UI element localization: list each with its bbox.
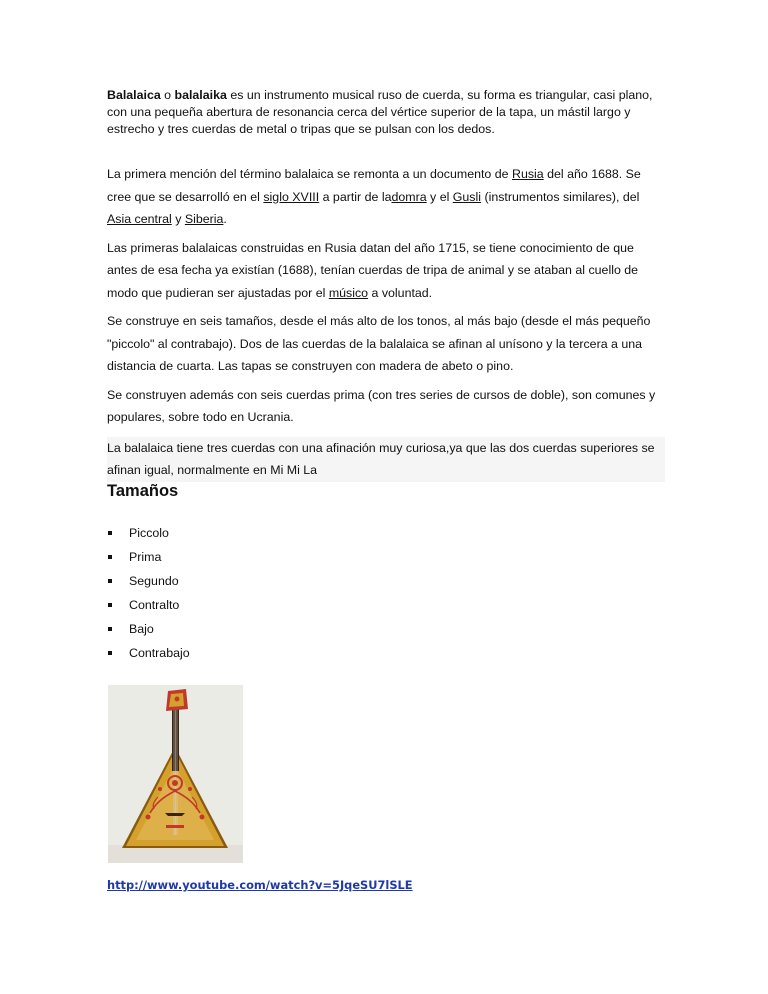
history-text-4: y el	[426, 189, 453, 204]
sizes-heading: Tamaños	[107, 481, 179, 500]
sizes-list	[107, 521, 665, 665]
bullet-icon	[108, 555, 112, 559]
bullet-icon	[108, 603, 112, 607]
link-rusia[interactable]: Rusia	[512, 167, 544, 181]
prima-paragraph: Se construyen además con seis cuerdas prima (con tres series de cursos de doble), son comunes y populares, sobre todo en Ucrania.	[107, 387, 656, 424]
list-item	[107, 545, 665, 569]
list-item-label: Contrabajo	[129, 645, 190, 660]
list-item-label: Prima	[129, 549, 162, 564]
bullet-icon	[108, 627, 112, 631]
construction-text-2: a voluntad.	[368, 285, 433, 300]
term-balalaica: Balalaica	[107, 88, 161, 102]
link-siglo-xviii[interactable]: siglo XVIII	[263, 189, 320, 204]
link-domra[interactable]: domra	[391, 189, 427, 204]
history-paragraph	[107, 163, 665, 231]
list-item	[107, 617, 665, 641]
youtube-link[interactable]: http://www.youtube.com/watch?v=5JqeSU7lSLE	[107, 878, 413, 892]
link-musico[interactable]: músico	[328, 285, 369, 300]
construction-text-1: Las primeras balalaicas construidas en Rusia datan del año 1715, se tiene conocimiento de que antes de esa fecha ya existían (1688), tenían cuerdas de tripa de animal y se ataban al cuello de modo que pudieran ser ajustadas por el	[107, 240, 639, 300]
construction-paragraph	[107, 237, 665, 305]
bullet-icon	[108, 651, 112, 655]
history-text-6: y	[171, 212, 185, 226]
link-gusli[interactable]: Gusli	[452, 189, 482, 204]
intro-text: es un instrumento musical ruso de cuerda, su forma es triangular, casi plano, con una pequeña abertura de resonancia cerca del vértice superior de la tapa, un mástil largo y estrecho y tres cuerdas de metal o tripas que se pulsan con los dedos.	[107, 88, 653, 136]
history-text-1: La primera mención del término balalaica se remonta a un documento de	[107, 167, 512, 181]
list-item	[107, 569, 665, 593]
document-body	[107, 87, 665, 665]
list-item-label: Segundo	[129, 573, 179, 588]
balalaika-photo	[108, 685, 243, 863]
tuning-paragraph: La balalaica tiene tres cuerdas con una afinación muy curiosa,ya que las dos cuerdas superiores se afinan igual, normalmente en Mi Mi La	[107, 437, 665, 482]
list-item-label: Contralto	[129, 597, 180, 612]
list-item	[107, 521, 665, 545]
list-item-label: Bajo	[129, 621, 154, 636]
bullet-icon	[108, 531, 112, 535]
sizes-paragraph: Se construye en seis tamaños, desde el más alto de los tonos, al más bajo (desde el más pequeño "piccolo" al contrabajo). Dos de las cuerdas de la balalaica se afinan al unísono y la tercera a una distancia de cuarta. Las tapas se construyen con madera de abeto o pino.	[107, 314, 651, 373]
history-text-7: .	[223, 212, 227, 226]
list-item-label: Piccolo	[129, 525, 169, 540]
list-item	[107, 593, 665, 617]
bullet-icon	[108, 579, 112, 583]
link-siberia[interactable]: Siberia	[184, 212, 224, 226]
history-text-5: (instrumentos similares), del	[481, 189, 640, 204]
intro-paragraph	[107, 87, 665, 138]
term-balalaika: balalaika	[174, 88, 227, 102]
history-text-2: del año 1688. Se cree que se desarrolló en el	[107, 167, 641, 204]
list-item	[107, 641, 665, 665]
history-text-3: a partir de la	[319, 189, 392, 204]
intro-connector: o	[160, 88, 175, 102]
link-asia-central[interactable]: Asia central	[107, 212, 172, 226]
